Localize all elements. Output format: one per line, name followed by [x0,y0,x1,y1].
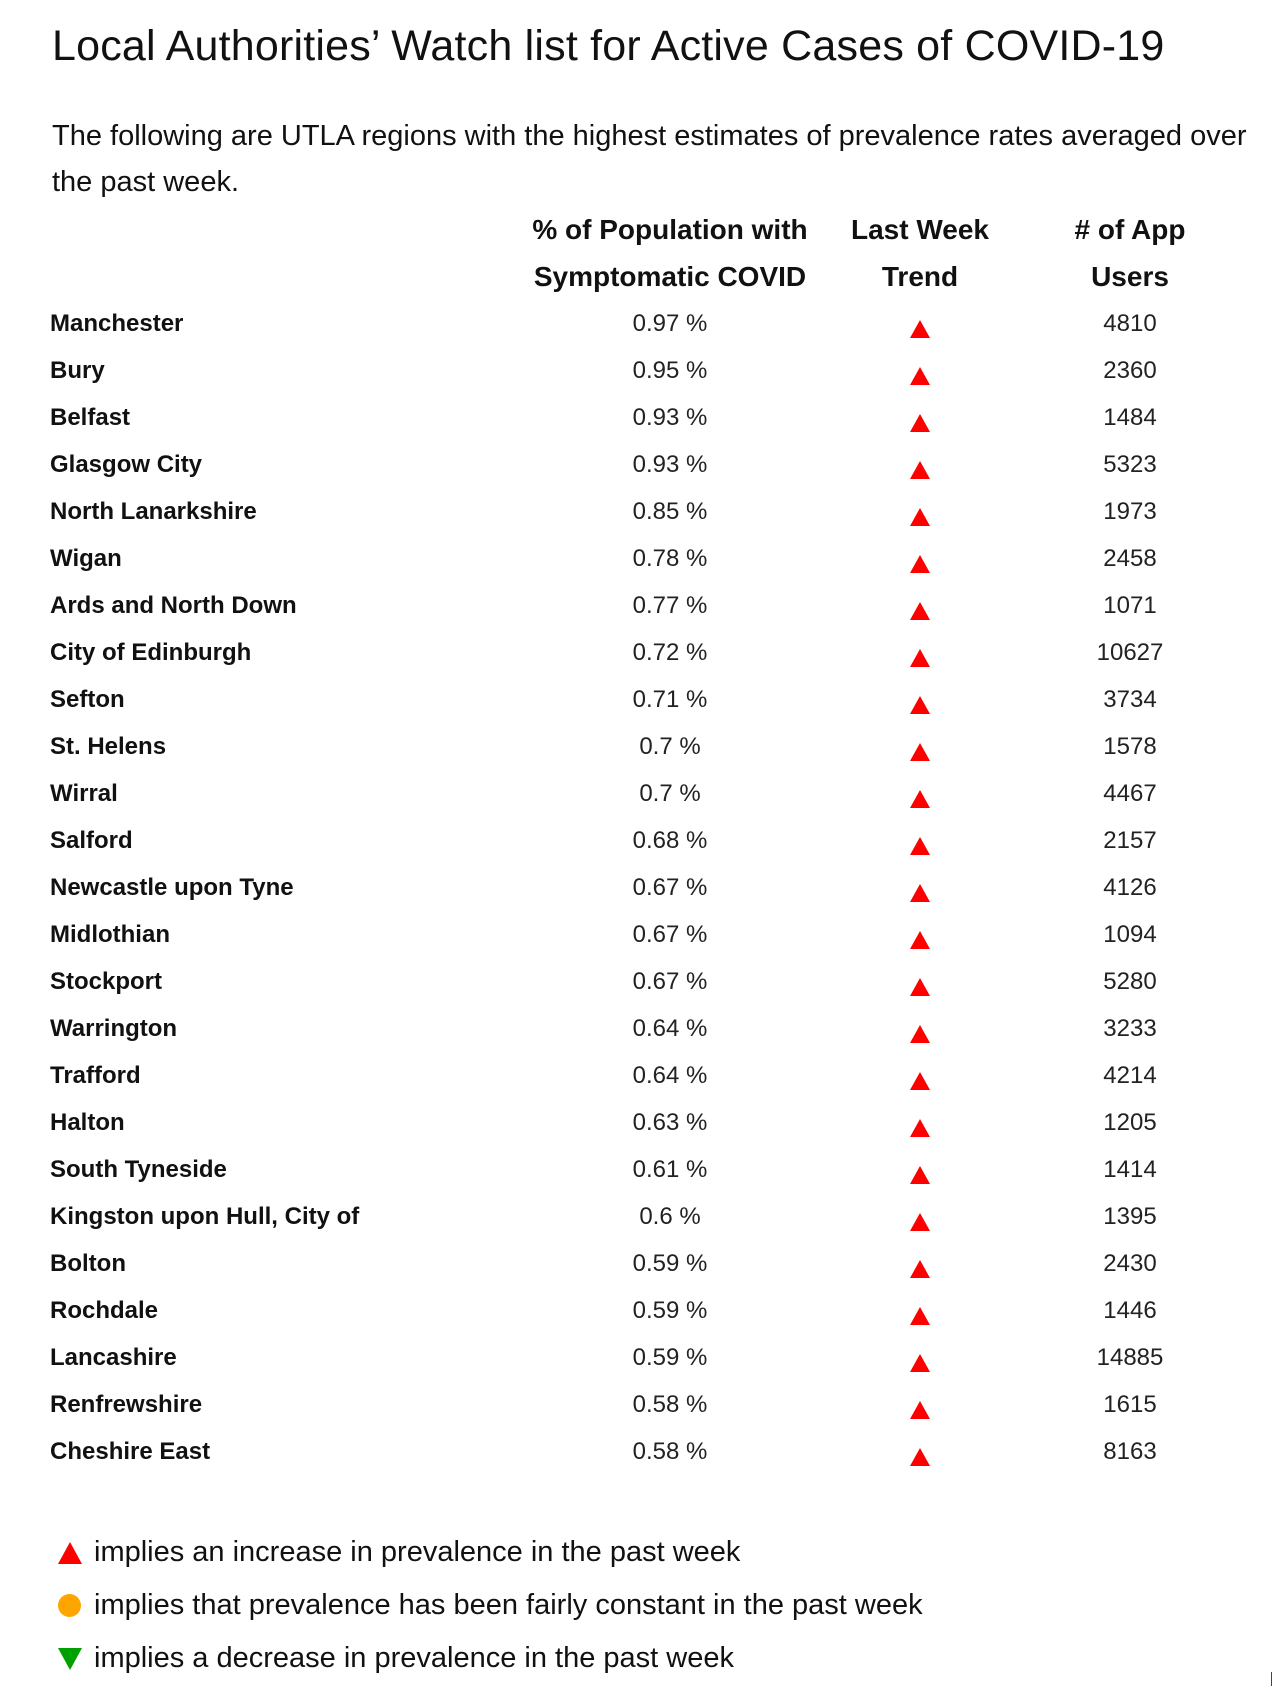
region-name: Manchester [50,309,184,337]
app-users-count: 2360 [1103,356,1157,384]
app-users-count: 2157 [1103,826,1157,854]
prevalence-percent: 0.85 % [632,497,708,525]
app-users-count: 1615 [1103,1390,1157,1418]
trend-cell [810,723,1030,770]
table-row [50,723,1230,770]
trend-cell [810,1052,1030,1099]
region-name: Trafford [50,1061,141,1089]
header-trend-line1: Last Week [851,214,989,245]
prevalence-percent: 0.63 % [632,1108,708,1136]
table-header-row [50,206,1230,300]
table-row [50,1287,1230,1334]
region-name: Stockport [50,967,163,995]
table-row [50,300,1230,347]
trend-cell [810,629,1030,676]
region-name: Kingston upon Hull, City of [50,1202,360,1230]
trend-cell [810,911,1030,958]
header-trend [810,206,1030,300]
app-users-count: 1578 [1103,732,1157,760]
prevalence-percent: 0.64 % [632,1014,708,1042]
table-row [50,535,1230,582]
trend-cell [810,676,1030,723]
app-users-count: 14885 [1096,1343,1164,1371]
app-users-count: 2430 [1103,1249,1157,1277]
triangle-up-red-icon [910,508,930,526]
triangle-up-red-icon [910,1025,930,1043]
region-name: Glasgow City [50,450,203,478]
prevalence-percent: 0.58 % [632,1437,708,1465]
table-row [50,582,1230,629]
triangle-up-red-icon [910,884,930,902]
trend-cell [810,300,1030,347]
app-users-count: 1414 [1103,1155,1157,1183]
table-row [50,817,1230,864]
legend-increase [58,1526,923,1579]
trend-cell [810,441,1030,488]
header-users-line1: # of App [1074,214,1186,245]
header-trend-line2: Trend [881,261,959,292]
header-users-line2: Users [1091,261,1169,292]
region-name: Midlothian [50,920,170,948]
triangle-up-red-icon [910,1119,930,1137]
table-row [50,441,1230,488]
trend-cell [810,1005,1030,1052]
table-row [50,629,1230,676]
legend [58,1526,923,1685]
table-row [50,864,1230,911]
triangle-up-red-icon [910,1354,930,1372]
prevalence-percent: 0.64 % [632,1061,708,1089]
table-row [50,770,1230,817]
prevalence-percent: 0.59 % [632,1343,708,1371]
trend-cell [810,770,1030,817]
prevalence-percent: 0.72 % [632,638,708,666]
region-name: North Lanarkshire [50,497,257,525]
triangle-up-red-icon [910,1166,930,1184]
table-row [50,1381,1230,1428]
watch-list-table [50,206,1230,1475]
app-users-count: 4126 [1103,873,1157,901]
triangle-up-red-icon [910,414,930,432]
region-name: Halton [50,1108,125,1136]
region-name: South Tyneside [50,1155,227,1183]
trend-cell [810,1428,1030,1475]
app-users-count: 1446 [1103,1296,1157,1324]
trend-cell [810,1099,1030,1146]
region-name: Rochdale [50,1296,159,1324]
region-name: Salford [50,826,133,854]
app-users-count: 10627 [1096,638,1164,666]
prevalence-percent: 0.59 % [632,1296,708,1324]
region-name: Bury [50,356,105,384]
app-users-count: 5280 [1103,967,1157,995]
app-users-count: 1071 [1103,591,1157,619]
table-row [50,1099,1230,1146]
prevalence-percent: 0.67 % [632,873,708,901]
table-row [50,958,1230,1005]
app-users-count: 2458 [1103,544,1157,572]
table-row [50,911,1230,958]
region-name: Warrington [50,1014,178,1042]
circle-orange-icon [58,1594,81,1617]
trend-cell [810,394,1030,441]
triangle-up-red-icon [910,696,930,714]
table-row [50,1146,1230,1193]
app-users-count: 4810 [1103,309,1157,337]
triangle-up-red-icon [58,1542,82,1564]
prevalence-percent: 0.78 % [632,544,708,572]
region-name: St. Helens [50,732,167,760]
trend-cell [810,958,1030,1005]
prevalence-percent: 0.93 % [632,403,708,431]
triangle-up-red-icon [910,1307,930,1325]
region-name: Newcastle upon Tyne [50,873,294,901]
trend-cell [810,1146,1030,1193]
app-users-count: 1395 [1103,1202,1157,1230]
header-percent-population [530,206,810,300]
app-users-count: 3233 [1103,1014,1157,1042]
table-row [50,488,1230,535]
triangle-up-red-icon [910,1260,930,1278]
legend-increase-text: implies an increase in prevalence in the past week [94,1536,741,1568]
prevalence-percent: 0.6 % [639,1202,701,1230]
region-name: Lancashire [50,1343,177,1371]
table-row [50,1052,1230,1099]
table-row [50,1193,1230,1240]
trend-cell [810,864,1030,911]
region-name: Wirral [50,779,118,807]
prevalence-percent: 0.71 % [632,685,708,713]
header-percent-line2: Symptomatic COVID [533,261,807,292]
app-users-count: 3734 [1103,685,1157,713]
page-title: Local Authorities’ Watch list for Active Cases of COVID-19 [52,22,1165,70]
prevalence-percent: 0.97 % [632,309,708,337]
trend-cell [810,1287,1030,1334]
triangle-down-green-icon [58,1648,82,1670]
region-name: Sefton [50,685,125,713]
triangle-up-red-icon [910,790,930,808]
prevalence-percent: 0.59 % [632,1249,708,1277]
table-row [50,1428,1230,1475]
legend-constant-text: implies that prevalence has been fairly constant in the past week [94,1589,923,1621]
header-app-users [1030,206,1230,300]
region-name: Belfast [50,403,131,431]
table-row [50,1005,1230,1052]
triangle-up-red-icon [910,1448,930,1466]
app-users-count: 1973 [1103,497,1157,525]
trend-cell [810,535,1030,582]
trend-cell [810,1334,1030,1381]
app-users-count: 1484 [1103,403,1157,431]
prevalence-percent: 0.77 % [632,591,708,619]
prevalence-percent: 0.93 % [632,450,708,478]
prevalence-percent: 0.67 % [632,967,708,995]
trend-cell [810,347,1030,394]
triangle-up-red-icon [910,978,930,996]
app-users-count: 8163 [1103,1437,1157,1465]
trend-cell [810,1240,1030,1287]
triangle-up-red-icon [910,367,930,385]
app-users-count: 4467 [1103,779,1157,807]
region-name: Bolton [50,1249,126,1277]
prevalence-percent: 0.7 % [639,779,701,807]
trend-cell [810,817,1030,864]
trend-cell [810,582,1030,629]
prevalence-percent: 0.7 % [639,732,701,760]
triangle-up-red-icon [910,461,930,479]
region-name: Wigan [50,544,122,572]
prevalence-percent: 0.67 % [632,920,708,948]
intro-text: The following are UTLA regions with the highest estimates of prevalence rates averaged over the past week. [52,120,1247,198]
table-row [50,1334,1230,1381]
trend-cell [810,1193,1030,1240]
region-name: City of Edinburgh [50,638,252,666]
triangle-up-red-icon [910,931,930,949]
prevalence-percent: 0.95 % [632,356,708,384]
triangle-up-red-icon [910,1401,930,1419]
header-percent-line1: % of Population with [532,214,808,245]
app-users-count: 1205 [1103,1108,1157,1136]
triangle-up-red-icon [910,1072,930,1090]
table-body [50,300,1230,1475]
legend-decrease-text: implies a decrease in prevalence in the past week [94,1642,734,1674]
triangle-up-red-icon [910,649,930,667]
region-name: Ards and North Down [50,591,297,619]
text-cursor-icon [1271,1672,1278,1686]
trend-cell [810,1381,1030,1428]
prevalence-percent: 0.58 % [632,1390,708,1418]
header-region [50,206,530,300]
table-row [50,676,1230,723]
prevalence-percent: 0.61 % [632,1155,708,1183]
region-name: Renfrewshire [50,1390,203,1418]
app-users-count: 1094 [1103,920,1157,948]
triangle-up-red-icon [910,743,930,761]
table-row [50,1240,1230,1287]
trend-cell [810,488,1030,535]
app-users-count: 4214 [1103,1061,1157,1089]
legend-decrease [58,1632,923,1685]
table-row [50,394,1230,441]
triangle-up-red-icon [910,602,930,620]
prevalence-percent: 0.68 % [632,826,708,854]
triangle-up-red-icon [910,555,930,573]
triangle-up-red-icon [910,837,930,855]
triangle-up-red-icon [910,320,930,338]
app-users-count: 5323 [1103,450,1157,478]
legend-constant [58,1579,923,1632]
table-row [50,347,1230,394]
region-name: Cheshire East [50,1437,211,1465]
triangle-up-red-icon [910,1213,930,1231]
